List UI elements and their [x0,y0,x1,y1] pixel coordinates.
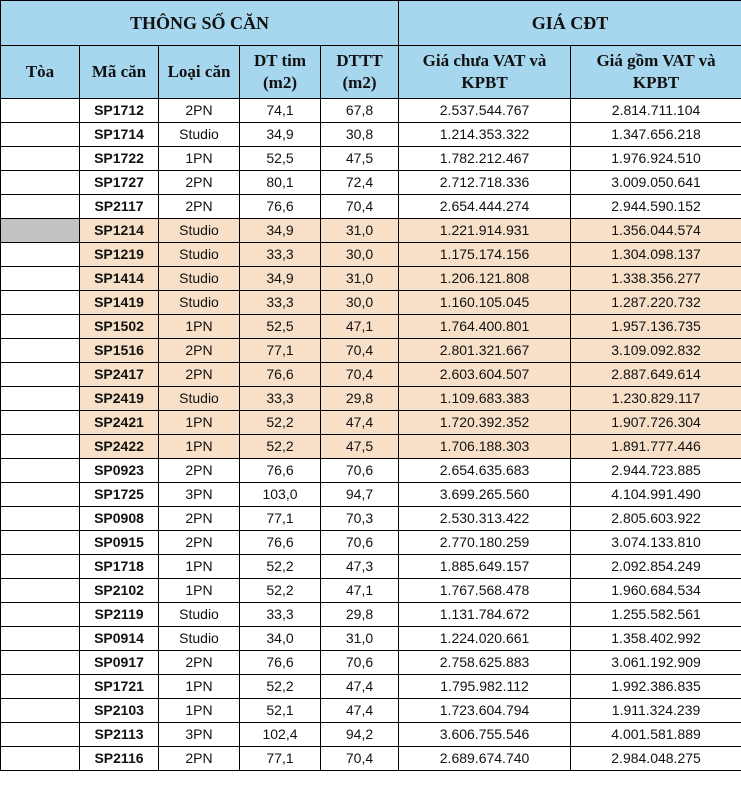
cell-building [1,315,80,339]
cell-gross-area: 33,3 [240,243,321,267]
cell-unit-type: 2PN [159,651,240,675]
cell-unit-code: SP1712 [80,99,159,123]
cell-price-excl-vat: 1.131.784.672 [399,603,571,627]
cell-building [1,435,80,459]
cell-net-area: 94,7 [321,483,399,507]
cell-price-incl-vat: 1.891.777.446 [571,435,741,459]
cell-unit-type: 2PN [159,531,240,555]
header-group-row [1,1,741,46]
cell-net-area: 70,4 [321,363,399,387]
cell-unit-type: Studio [159,603,240,627]
cell-price-excl-vat: 1.767.568.478 [399,579,571,603]
cell-building [1,171,80,195]
cell-unit-code: SP0917 [80,651,159,675]
cell-unit-type: Studio [159,267,240,291]
cell-net-area: 70,4 [321,195,399,219]
column-header-price-incl-vat: Giá gồm VAT và KPBT [571,46,741,99]
table-row [1,99,741,123]
cell-net-area: 47,4 [321,675,399,699]
cell-gross-area: 77,1 [240,747,321,771]
cell-net-area: 67,8 [321,99,399,123]
cell-net-area: 70,3 [321,507,399,531]
cell-unit-code: SP2103 [80,699,159,723]
cell-unit-type: 1PN [159,555,240,579]
table-row [1,315,741,339]
cell-unit-code: SP1414 [80,267,159,291]
cell-gross-area: 77,1 [240,339,321,363]
cell-unit-code: SP2417 [80,363,159,387]
table-row [1,723,741,747]
cell-price-incl-vat: 1.356.044.574 [571,219,741,243]
cell-price-excl-vat: 1.214.353.322 [399,123,571,147]
cell-price-incl-vat: 1.230.829.117 [571,387,741,411]
cell-unit-code: SP1714 [80,123,159,147]
cell-net-area: 29,8 [321,603,399,627]
cell-unit-code: SP1727 [80,171,159,195]
cell-unit-type: Studio [159,627,240,651]
cell-unit-type: 1PN [159,411,240,435]
cell-price-incl-vat: 2.944.723.885 [571,459,741,483]
cell-price-excl-vat: 1.720.392.352 [399,411,571,435]
cell-gross-area: 76,6 [240,459,321,483]
cell-net-area: 47,4 [321,699,399,723]
cell-gross-area: 77,1 [240,507,321,531]
cell-unit-type: 2PN [159,363,240,387]
cell-unit-code: SP1214 [80,219,159,243]
cell-price-excl-vat: 1.221.914.931 [399,219,571,243]
cell-unit-code: SP0908 [80,507,159,531]
cell-net-area: 47,1 [321,579,399,603]
cell-unit-type: Studio [159,291,240,315]
group-header-unit-specs: THÔNG SỐ CĂN [1,1,399,46]
cell-unit-type: Studio [159,387,240,411]
cell-net-area: 70,4 [321,339,399,363]
cell-building [1,363,80,387]
cell-building [1,651,80,675]
cell-gross-area: 74,1 [240,99,321,123]
cell-net-area: 29,8 [321,387,399,411]
table-row [1,411,741,435]
cell-price-excl-vat: 1.764.400.801 [399,315,571,339]
cell-unit-type: 2PN [159,459,240,483]
table-row [1,387,741,411]
cell-gross-area: 34,9 [240,267,321,291]
cell-unit-type: 2PN [159,171,240,195]
cell-price-incl-vat: 1.338.356.277 [571,267,741,291]
cell-gross-area: 76,6 [240,363,321,387]
cell-building [1,195,80,219]
table-row [1,147,741,171]
cell-price-incl-vat: 2.944.590.152 [571,195,741,219]
cell-net-area: 70,6 [321,531,399,555]
cell-gross-area: 33,3 [240,603,321,627]
cell-net-area: 30,0 [321,291,399,315]
cell-price-incl-vat: 2.092.854.249 [571,555,741,579]
cell-unit-type: Studio [159,219,240,243]
cell-price-excl-vat: 1.723.604.794 [399,699,571,723]
cell-building [1,507,80,531]
table-row [1,555,741,579]
cell-unit-code: SP2421 [80,411,159,435]
cell-net-area: 30,0 [321,243,399,267]
table-row [1,483,741,507]
cell-price-excl-vat: 1.175.174.156 [399,243,571,267]
column-header-gross-area: DT tim (m2) [240,46,321,99]
cell-unit-type: 1PN [159,699,240,723]
cell-price-incl-vat: 2.814.711.104 [571,99,741,123]
cell-gross-area: 34,9 [240,219,321,243]
table-row [1,435,741,459]
column-header-price-excl-vat: Giá chưa VAT và KPBT [399,46,571,99]
cell-building [1,459,80,483]
cell-unit-code: SP1516 [80,339,159,363]
cell-gross-area: 52,2 [240,579,321,603]
table-row [1,171,741,195]
cell-gross-area: 52,2 [240,555,321,579]
table-row [1,243,741,267]
cell-unit-code: SP2119 [80,603,159,627]
table-row [1,579,741,603]
cell-unit-type: Studio [159,243,240,267]
cell-price-excl-vat: 1.795.982.112 [399,675,571,699]
table-row [1,339,741,363]
table-row [1,291,741,315]
cell-price-incl-vat: 2.887.649.614 [571,363,741,387]
cell-price-excl-vat: 2.654.635.683 [399,459,571,483]
cell-price-incl-vat: 1.255.582.561 [571,603,741,627]
cell-gross-area: 103,0 [240,483,321,507]
cell-price-incl-vat: 4.104.991.490 [571,483,741,507]
cell-price-incl-vat: 1.976.924.510 [571,147,741,171]
cell-unit-code: SP1718 [80,555,159,579]
cell-unit-code: SP1722 [80,147,159,171]
cell-price-excl-vat: 2.712.718.336 [399,171,571,195]
cell-unit-code: SP2422 [80,435,159,459]
cell-price-excl-vat: 2.758.625.883 [399,651,571,675]
cell-price-incl-vat: 3.074.133.810 [571,531,741,555]
table-body [1,99,741,771]
cell-building [1,219,80,243]
cell-unit-code: SP1219 [80,243,159,267]
cell-gross-area: 33,3 [240,291,321,315]
cell-price-incl-vat: 1.304.098.137 [571,243,741,267]
cell-building [1,411,80,435]
cell-gross-area: 34,0 [240,627,321,651]
cell-unit-code: SP2419 [80,387,159,411]
cell-unit-type: 1PN [159,579,240,603]
cell-price-excl-vat: 1.782.212.467 [399,147,571,171]
cell-gross-area: 76,6 [240,195,321,219]
column-header-unit-code: Mã căn [80,46,159,99]
cell-unit-type: 2PN [159,99,240,123]
table-row [1,747,741,771]
cell-building [1,603,80,627]
table-header [1,1,741,99]
cell-building [1,483,80,507]
cell-price-incl-vat: 1.960.684.534 [571,579,741,603]
cell-unit-type: 1PN [159,147,240,171]
column-header-building: Tòa [1,46,80,99]
table-row [1,219,741,243]
cell-unit-type: 3PN [159,483,240,507]
cell-net-area: 31,0 [321,219,399,243]
cell-unit-code: SP0915 [80,531,159,555]
cell-net-area: 72,4 [321,171,399,195]
table-row [1,123,741,147]
cell-price-incl-vat: 3.061.192.909 [571,651,741,675]
cell-unit-code: SP1721 [80,675,159,699]
cell-gross-area: 52,5 [240,147,321,171]
cell-unit-type: 1PN [159,675,240,699]
cell-gross-area: 76,6 [240,531,321,555]
cell-price-excl-vat: 2.654.444.274 [399,195,571,219]
cell-unit-code: SP1502 [80,315,159,339]
cell-unit-code: SP1725 [80,483,159,507]
cell-building [1,339,80,363]
cell-price-excl-vat: 3.606.755.546 [399,723,571,747]
cell-unit-code: SP2113 [80,723,159,747]
cell-building [1,675,80,699]
table-row [1,507,741,531]
cell-gross-area: 33,3 [240,387,321,411]
cell-building [1,147,80,171]
column-header-net-area: DTTT (m2) [321,46,399,99]
cell-building [1,723,80,747]
table-row [1,699,741,723]
cell-price-incl-vat: 4.001.581.889 [571,723,741,747]
cell-gross-area: 52,2 [240,675,321,699]
column-header-row [1,46,741,99]
cell-price-incl-vat: 3.009.050.641 [571,171,741,195]
cell-net-area: 47,1 [321,315,399,339]
cell-net-area: 70,6 [321,459,399,483]
cell-price-incl-vat: 1.358.402.992 [571,627,741,651]
cell-net-area: 47,4 [321,411,399,435]
cell-price-excl-vat: 1.706.188.303 [399,435,571,459]
cell-building [1,267,80,291]
table-row [1,603,741,627]
cell-price-incl-vat: 1.287.220.732 [571,291,741,315]
group-header-developer-price: GIÁ CĐT [399,1,741,46]
cell-price-excl-vat: 2.689.674.740 [399,747,571,771]
cell-net-area: 30,8 [321,123,399,147]
cell-building [1,387,80,411]
cell-price-incl-vat: 1.911.324.239 [571,699,741,723]
cell-price-incl-vat: 1.992.386.835 [571,675,741,699]
table-row [1,267,741,291]
cell-unit-code: SP0923 [80,459,159,483]
cell-unit-type: 2PN [159,339,240,363]
cell-unit-type: 2PN [159,195,240,219]
cell-price-excl-vat: 1.885.649.157 [399,555,571,579]
cell-gross-area: 52,5 [240,315,321,339]
cell-price-incl-vat: 2.805.603.922 [571,507,741,531]
table-row [1,627,741,651]
cell-gross-area: 52,2 [240,435,321,459]
cell-net-area: 47,3 [321,555,399,579]
cell-building [1,627,80,651]
cell-unit-type: 2PN [159,507,240,531]
cell-price-incl-vat: 1.907.726.304 [571,411,741,435]
cell-unit-type: 3PN [159,723,240,747]
cell-gross-area: 34,9 [240,123,321,147]
cell-unit-type: 2PN [159,747,240,771]
cell-unit-code: SP1419 [80,291,159,315]
table-row [1,651,741,675]
column-header-unit-type: Loại căn [159,46,240,99]
cell-net-area: 31,0 [321,627,399,651]
cell-gross-area: 76,6 [240,651,321,675]
cell-building [1,747,80,771]
cell-gross-area: 80,1 [240,171,321,195]
cell-unit-code: SP2117 [80,195,159,219]
cell-unit-code: SP2116 [80,747,159,771]
cell-price-excl-vat: 2.530.313.422 [399,507,571,531]
cell-price-excl-vat: 1.206.121.808 [399,267,571,291]
cell-building [1,123,80,147]
table-row [1,459,741,483]
cell-building [1,243,80,267]
cell-net-area: 47,5 [321,147,399,171]
cell-net-area: 94,2 [321,723,399,747]
cell-net-area: 31,0 [321,267,399,291]
cell-price-excl-vat: 2.603.604.507 [399,363,571,387]
cell-price-incl-vat: 1.957.136.735 [571,315,741,339]
cell-price-excl-vat: 2.537.544.767 [399,99,571,123]
cell-price-excl-vat: 3.699.265.560 [399,483,571,507]
cell-net-area: 70,6 [321,651,399,675]
table-row [1,363,741,387]
cell-unit-type: Studio [159,123,240,147]
cell-price-incl-vat: 2.984.048.275 [571,747,741,771]
cell-unit-type: 1PN [159,315,240,339]
cell-building [1,579,80,603]
cell-net-area: 70,4 [321,747,399,771]
table-row [1,195,741,219]
cell-building [1,291,80,315]
cell-building [1,555,80,579]
cell-net-area: 47,5 [321,435,399,459]
table-row [1,531,741,555]
cell-price-excl-vat: 2.770.180.259 [399,531,571,555]
cell-price-incl-vat: 3.109.092.832 [571,339,741,363]
table-row [1,675,741,699]
cell-unit-code: SP0914 [80,627,159,651]
cell-unit-code: SP2102 [80,579,159,603]
cell-gross-area: 52,2 [240,411,321,435]
cell-building [1,531,80,555]
cell-gross-area: 102,4 [240,723,321,747]
cell-building [1,699,80,723]
cell-price-excl-vat: 1.109.683.383 [399,387,571,411]
cell-price-incl-vat: 1.347.656.218 [571,123,741,147]
cell-price-excl-vat: 1.224.020.661 [399,627,571,651]
cell-price-excl-vat: 2.801.321.667 [399,339,571,363]
cell-price-excl-vat: 1.160.105.045 [399,291,571,315]
cell-unit-type: 1PN [159,435,240,459]
cell-building [1,99,80,123]
cell-gross-area: 52,1 [240,699,321,723]
